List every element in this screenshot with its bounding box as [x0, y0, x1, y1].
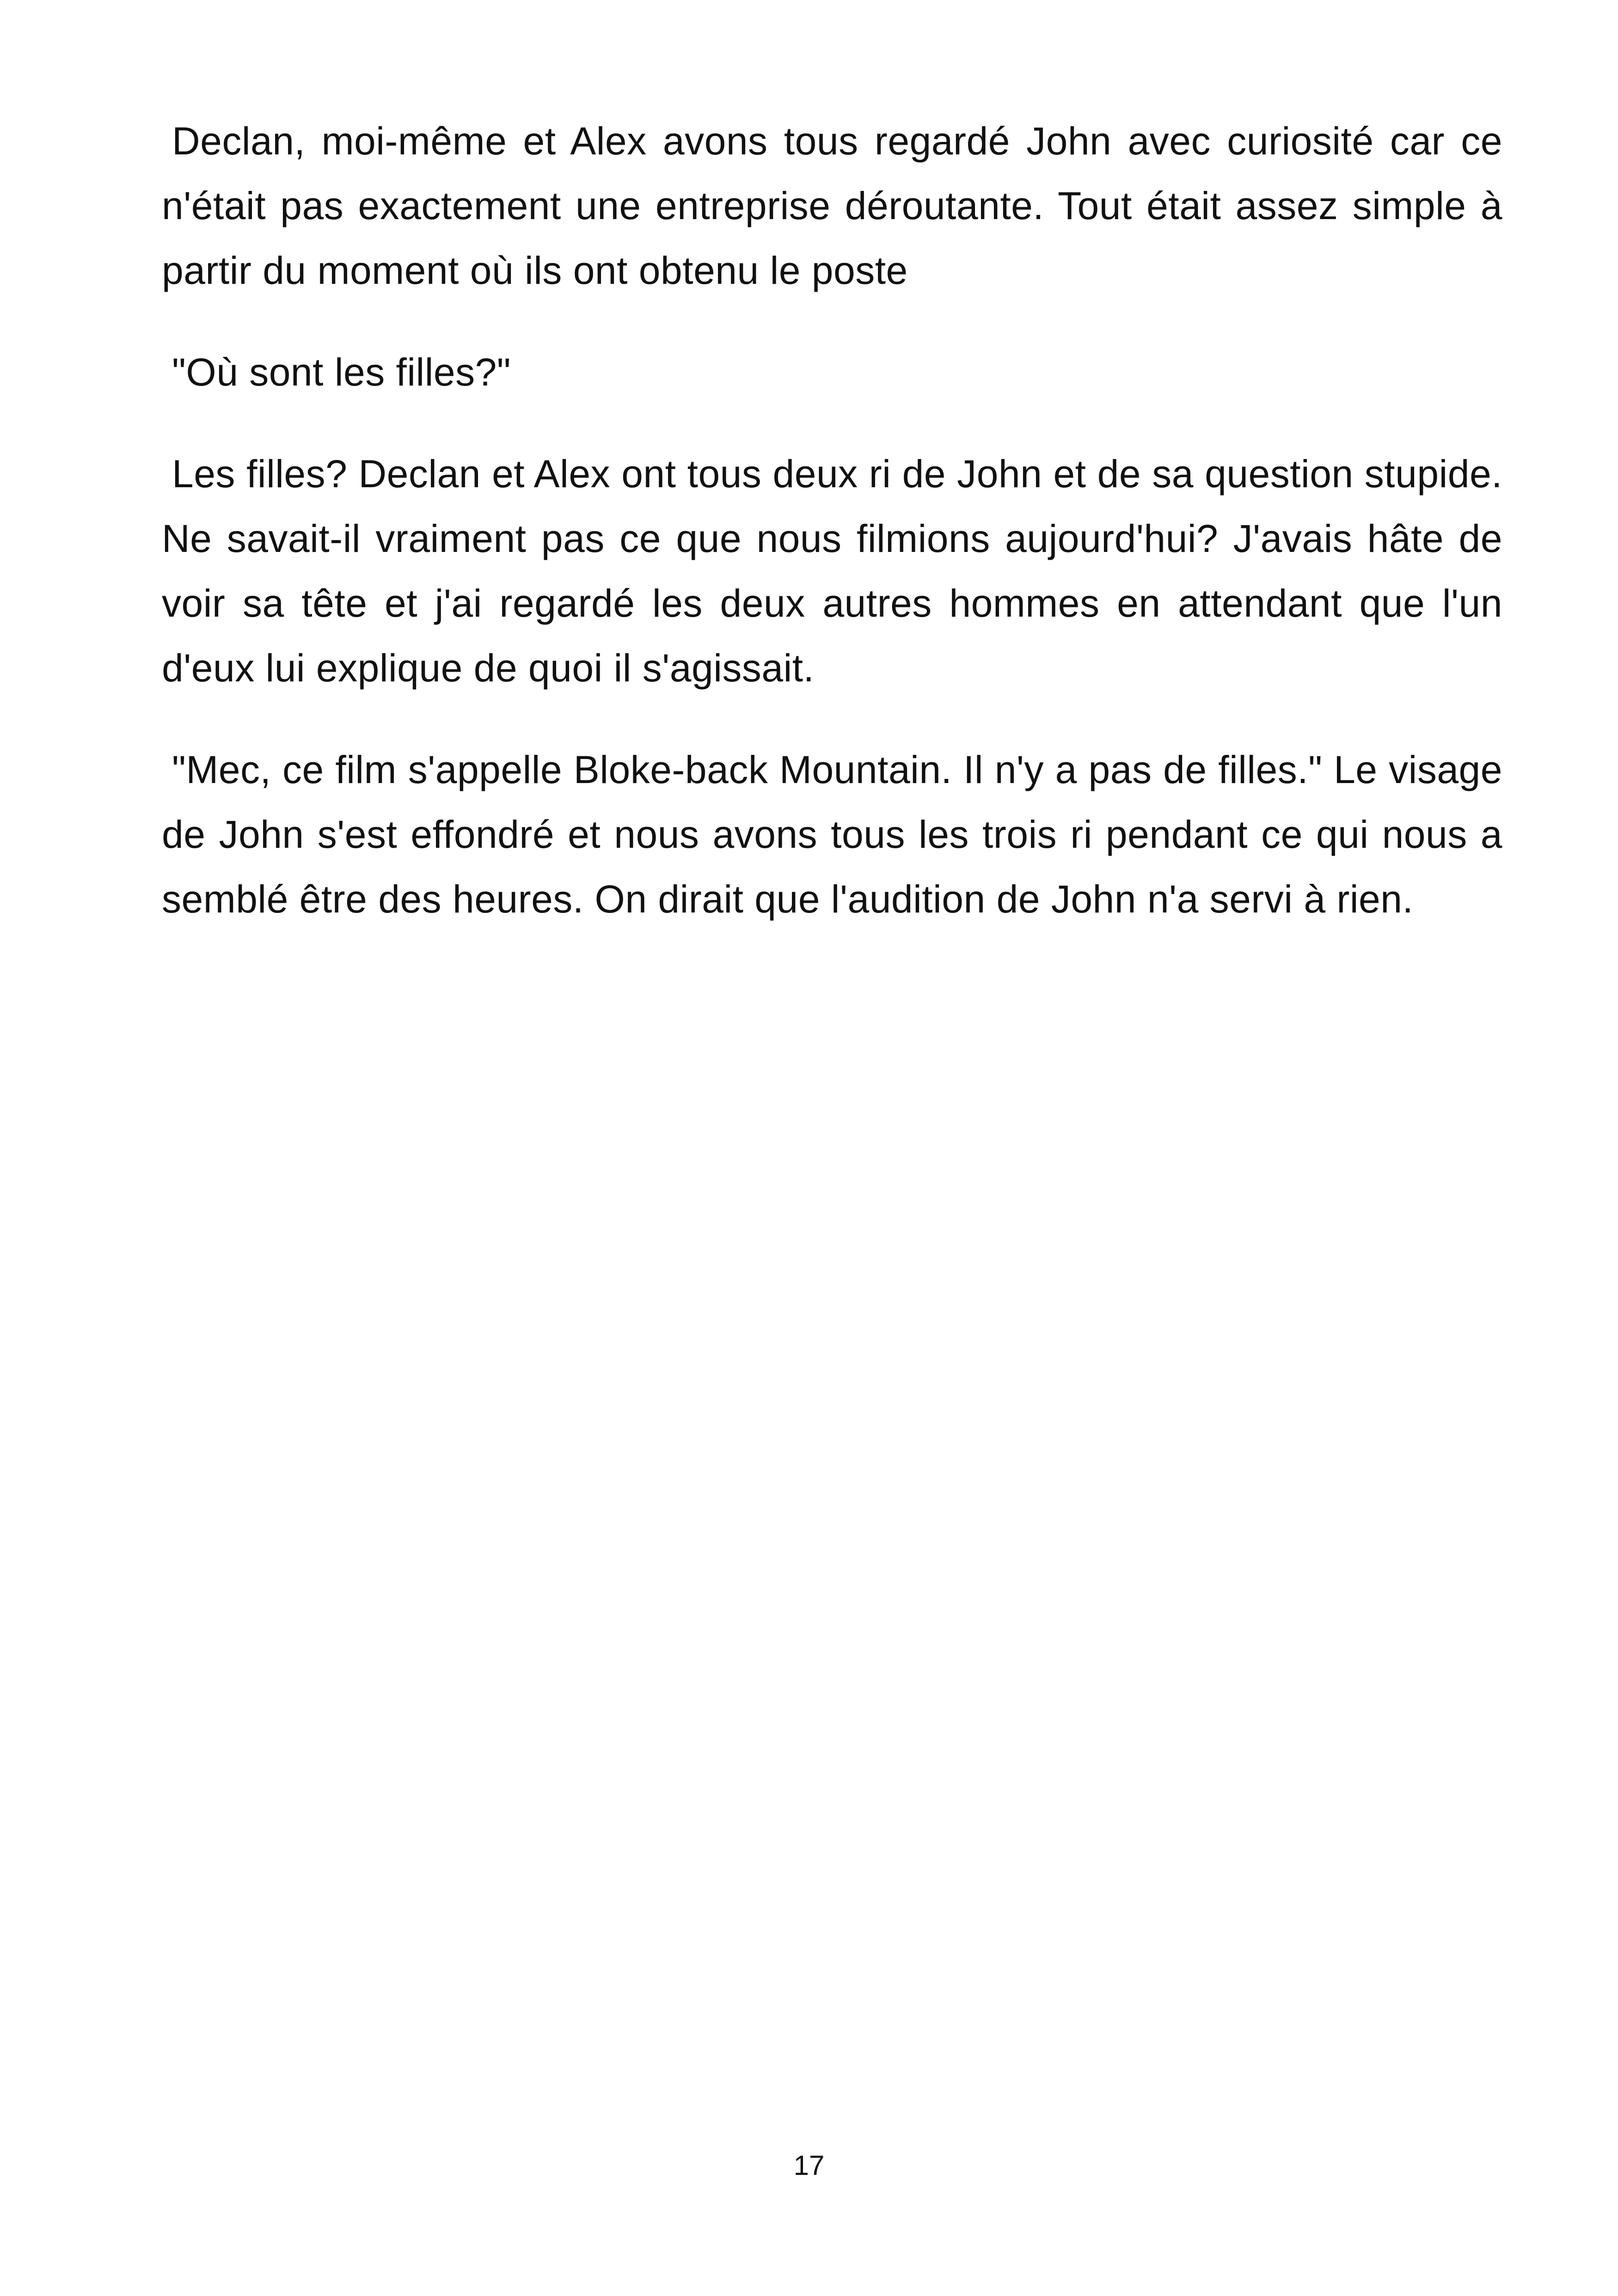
- paragraph-1: Declan, moi-même et Alex avons tous regardé John avec curiosité car ce n'était pas exactement une entreprise déroutante. Tout était assez simple à partir du moment où ils ont obtenu le poste: [162, 119, 1502, 292]
- body-text: [162, 109, 1502, 968]
- paragraph-4: "Mec, ce film s'appelle Bloke-back Mountain. Il n'y a pas de filles." Le visage de John s'est effondré et nous avons tous les trois ri pendant ce qui nous a semblé être des heures. On dirait que l'audition de John n'a servi à rien.: [162, 748, 1502, 921]
- paragraph-2: "Où sont les filles?": [172, 350, 511, 394]
- page-number: 17: [793, 2150, 825, 2181]
- paragraph-3: Les filles? Declan et Alex ont tous deux ri de John et de sa question stupide. Ne savait-il vraiment pas ce que nous filmions aujourd'hui? J'avais hâte de voir sa tête et j'ai regardé les deux autres hommes en attendant que l'un d'eux lui explique de quoi il s'agissait.: [162, 452, 1502, 690]
